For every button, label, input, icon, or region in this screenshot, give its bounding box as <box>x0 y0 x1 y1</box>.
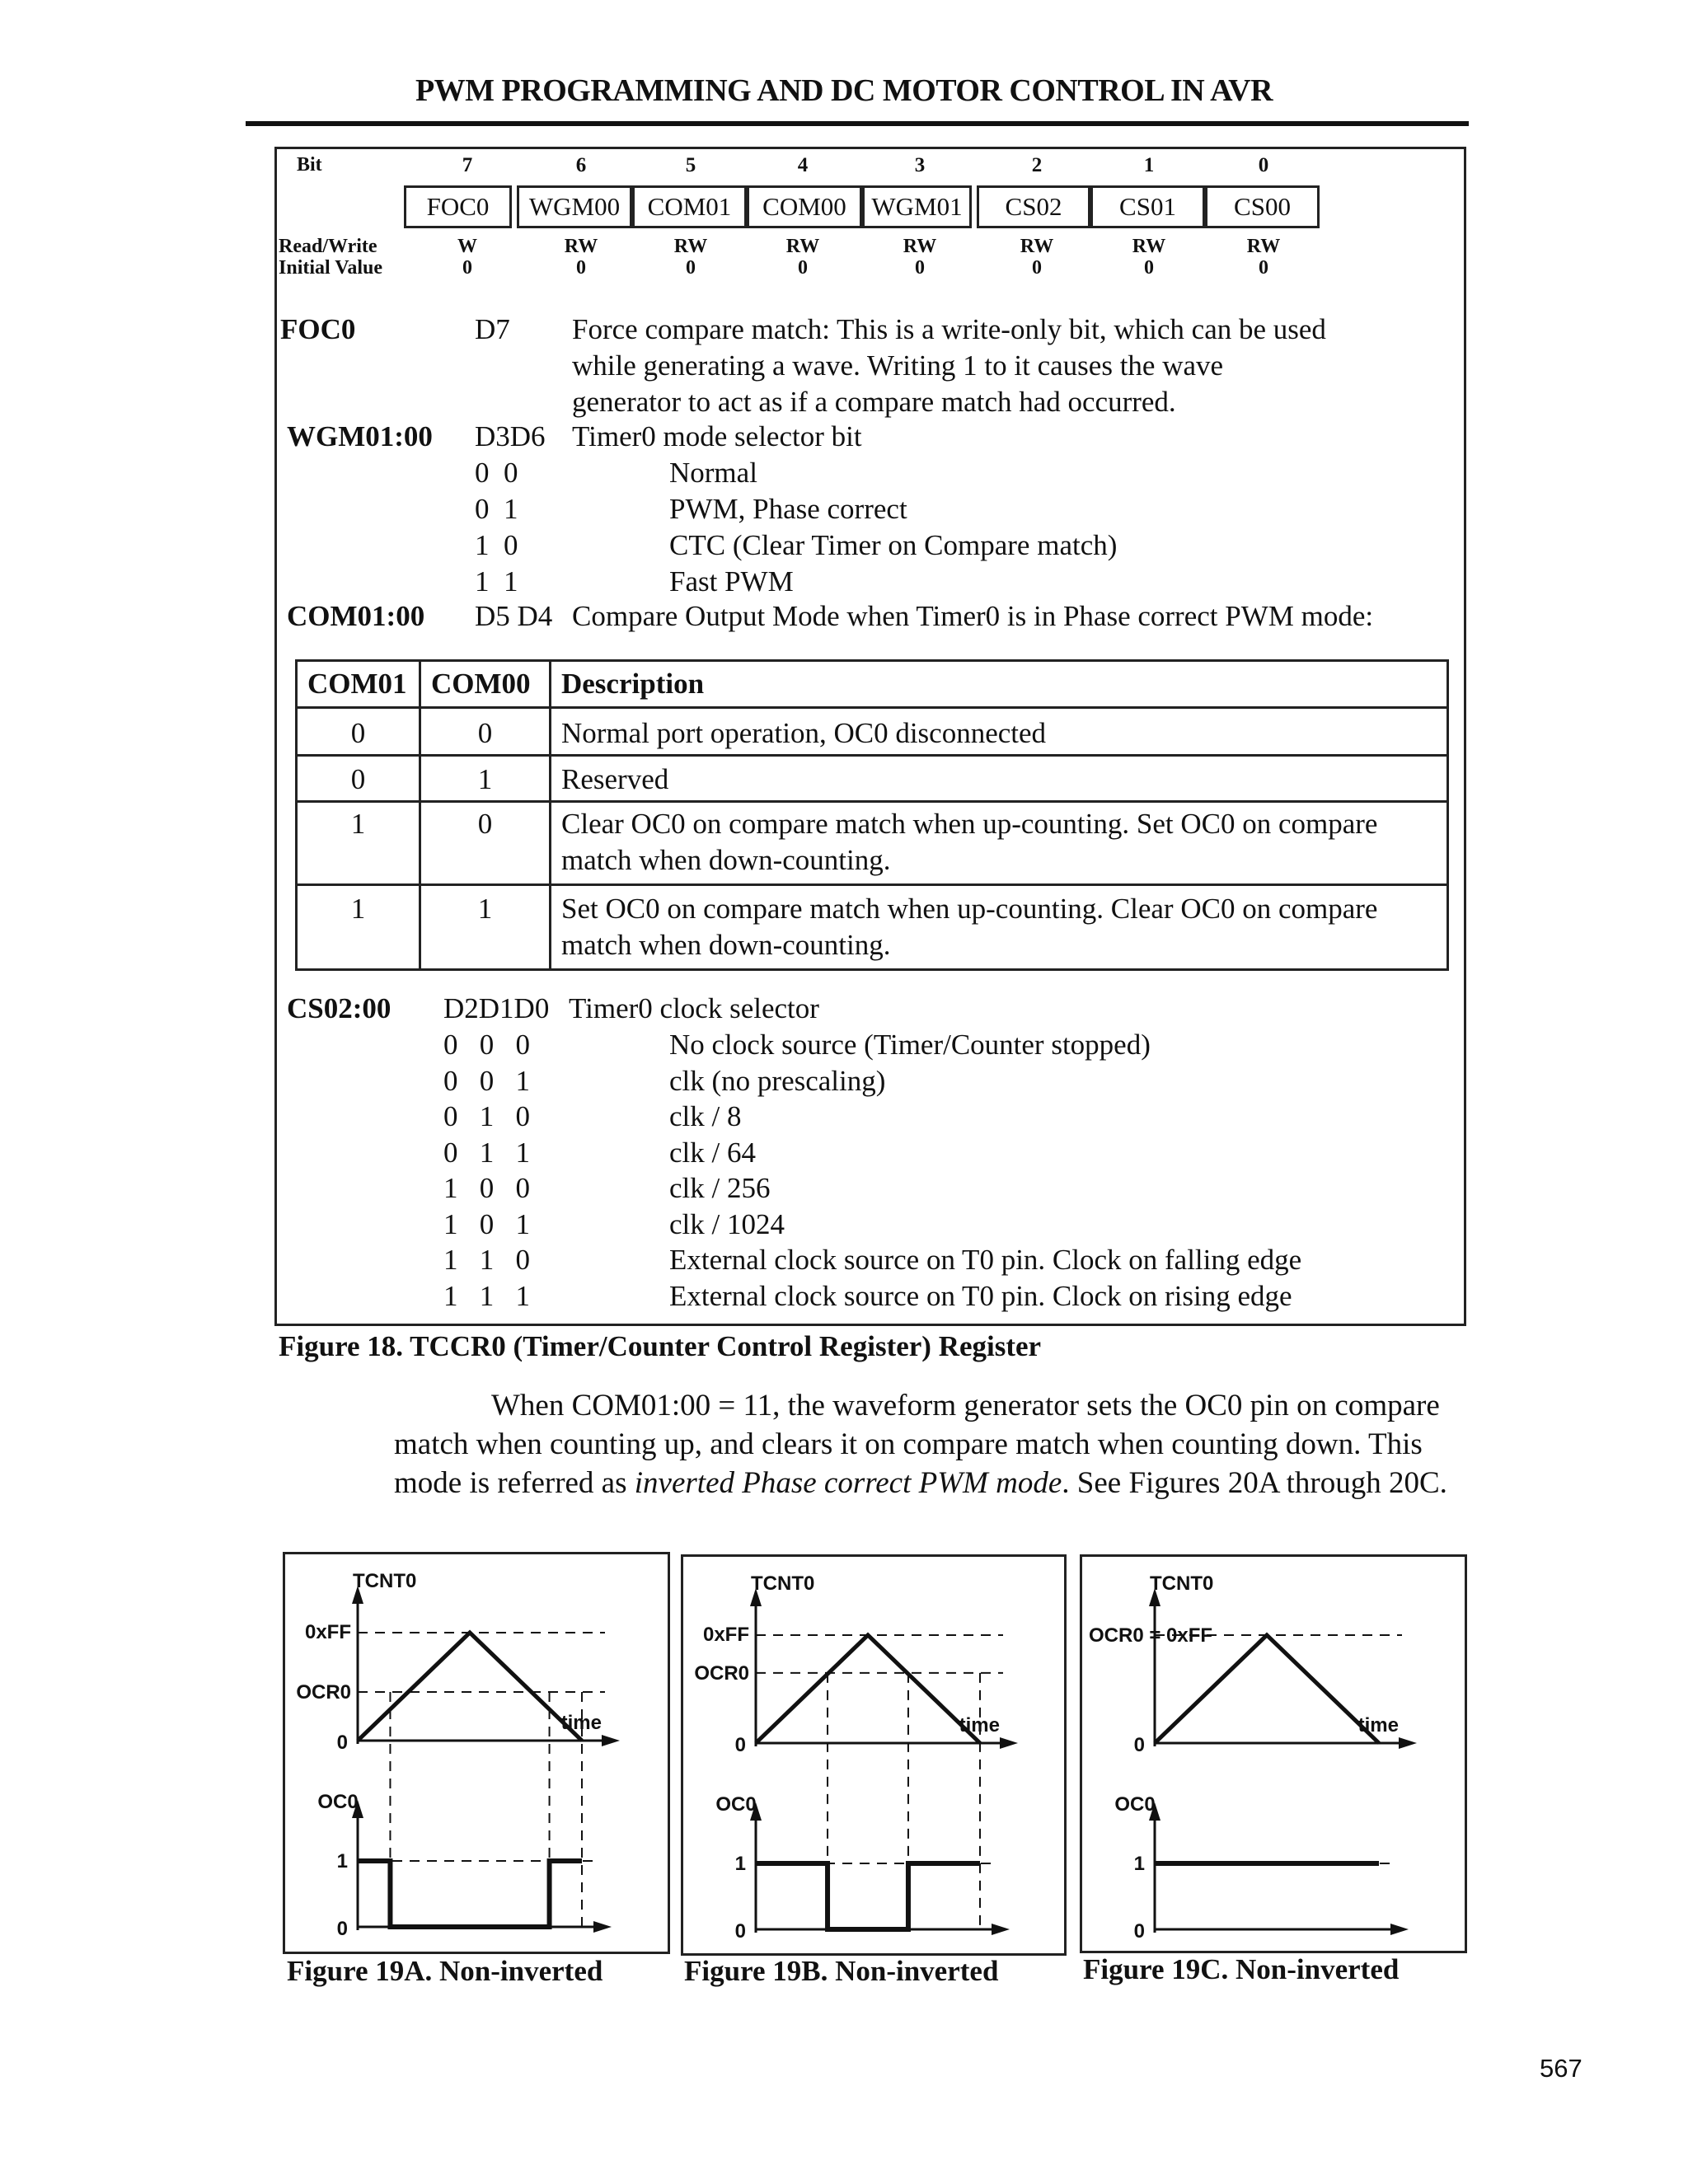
table-cell: 0 <box>297 756 420 802</box>
paragraph-text: mode is referred as <box>394 1466 635 1500</box>
initial-value: 0 <box>1032 257 1042 279</box>
time-label: time <box>1357 1714 1399 1736</box>
oc0-axis-arrow-icon <box>593 1921 612 1933</box>
rw-value: RW <box>1246 236 1281 257</box>
foc0-line: Force compare match: This is a write-only bit, which can be used <box>572 313 1326 345</box>
cs-mode-label: clk (no prescaling) <box>669 1064 886 1097</box>
page-title: PWM PROGRAMMING AND DC MOTOR CONTROL IN AVR <box>415 73 1273 108</box>
figure-18-caption: Figure 18. TCCR0 (Timer/Counter Control Register) Register <box>279 1330 1042 1362</box>
com-bits: D5 D4 <box>475 600 553 632</box>
paragraph-emphasis: inverted Phase correct PWM mode <box>634 1466 1062 1500</box>
page-number: 567 <box>1540 2054 1582 2083</box>
cs-mode-code: 0 0 0 <box>443 1029 530 1061</box>
cs-mode-code: 0 1 0 <box>443 1100 530 1132</box>
table-row <box>297 756 1448 802</box>
wgm-mode-code: 0 1 <box>475 493 518 525</box>
register-field: WGM00 <box>517 185 632 228</box>
cs-name: CS02:00 <box>287 992 392 1024</box>
table-cell-text: Set OC0 on compare match when up-counting. Clear OC0 on compare <box>561 893 1378 925</box>
register-field: COM01 <box>632 185 747 228</box>
oc0-label: OC0 <box>1114 1793 1156 1816</box>
oc0-axis-arrow-icon <box>1390 1924 1409 1935</box>
cs-mode-code: 1 1 1 <box>443 1279 530 1312</box>
cs-mode-label: No clock source (Timer/Counter stopped) <box>669 1029 1151 1061</box>
table-cell-text: match when down-counting. <box>561 844 891 876</box>
initial-value-label: Initial Value <box>279 257 383 279</box>
table-cell: 1 <box>297 802 420 885</box>
figure-19c-caption: Figure 19C. Non-inverted <box>1083 1953 1400 1985</box>
tcnt0-label: TCNT0 <box>751 1572 815 1595</box>
rw-value: RW <box>673 236 708 257</box>
wgm-mode-label: Normal <box>669 457 757 489</box>
initial-value: 0 <box>915 257 925 279</box>
table-cell <box>551 802 1448 885</box>
table-cell-text: match when down-counting. <box>561 929 891 961</box>
cs-mode-label: External clock source on T0 pin. Clock on rising edge <box>669 1279 1292 1312</box>
register-field: CS02 <box>977 185 1090 228</box>
foc0-line: generator to act as if a compare match had occurred. <box>572 386 1176 418</box>
figure-19c-chart <box>1082 1557 1465 1951</box>
time-axis-arrow-icon <box>1399 1737 1417 1749</box>
com-name: COM01:00 <box>287 600 425 632</box>
initial-value: 0 <box>798 257 808 279</box>
zero-label: 0 <box>336 1732 348 1754</box>
bit-number: 2 <box>1031 154 1043 176</box>
wgm-mode-label: PWM, Phase correct <box>669 493 907 525</box>
wgm-mode-code: 1 1 <box>475 565 518 598</box>
cs-mode-label: clk / 1024 <box>669 1207 785 1240</box>
table-cell: 0 <box>297 708 420 756</box>
bit-number: 7 <box>462 154 473 176</box>
rw-value: RW <box>1020 236 1054 257</box>
table-cell-text: Clear OC0 on compare match when up-counting. Set OC0 on compare <box>561 808 1378 840</box>
rw-value: RW <box>785 236 820 257</box>
cs-mode-label: clk / 8 <box>669 1100 742 1132</box>
bottom-zero-label: 0 <box>336 1918 348 1940</box>
figure-19c-box <box>1080 1554 1467 1953</box>
table-header-row <box>297 661 1448 708</box>
paragraph-line <box>394 1464 1447 1502</box>
time-axis-arrow-icon <box>602 1735 620 1746</box>
ocr0-label: OCR0 = 0xFF <box>1089 1624 1213 1647</box>
paragraph-text: . See Figures 20A through 20C. <box>1062 1466 1447 1500</box>
bit-number: 0 <box>1258 154 1269 176</box>
tcnt0-label: TCNT0 <box>353 1570 417 1592</box>
bit-number: 5 <box>685 154 696 176</box>
tcnt0-waveform <box>358 1633 582 1741</box>
initial-value: 0 <box>1259 257 1268 279</box>
table-cell <box>551 708 1448 756</box>
initial-value: 0 <box>1144 257 1154 279</box>
table-header: Description <box>551 661 1448 708</box>
bottom-zero-label: 0 <box>1133 1920 1145 1943</box>
figure-19a-caption: Figure 19A. Non-inverted <box>287 1955 603 1987</box>
table-cell: 1 <box>297 885 420 970</box>
com-mode-table <box>295 659 1449 971</box>
table-cell: 1 <box>420 756 551 802</box>
paragraph-line: match when counting up, and clears it on compare match when counting down. This <box>394 1427 1423 1461</box>
foc0-bit: D7 <box>475 313 510 345</box>
paragraph-line: When COM01:00 = 11, the waveform generator sets the OC0 pin on compare <box>491 1389 1440 1422</box>
rw-value: W <box>457 236 477 257</box>
wgm-mode-label: Fast PWM <box>669 565 794 598</box>
wgm-mode-code: 1 0 <box>475 529 518 561</box>
cs-title: Timer0 clock selector <box>569 992 819 1024</box>
table-cell: 0 <box>420 802 551 885</box>
ocr0-label: OCR0 <box>694 1661 749 1685</box>
table-row <box>297 708 1448 756</box>
table-header: COM01 <box>297 661 420 708</box>
bottom-zero-label: 0 <box>734 1920 746 1943</box>
tcnt0-label: TCNT0 <box>1150 1572 1214 1595</box>
table-row <box>297 885 1448 970</box>
table-cell: 0 <box>420 708 551 756</box>
table-row <box>297 802 1448 885</box>
read-write-label: Read/Write <box>279 236 377 257</box>
com-title: Compare Output Mode when Timer0 is in Phase correct PWM mode: <box>572 600 1374 632</box>
tcnt0-waveform <box>1155 1635 1379 1743</box>
title-rule <box>246 121 1469 126</box>
figure-19b-caption: Figure 19B. Non-inverted <box>684 1955 999 1987</box>
wgm-mode-label: CTC (Clear Timer on Compare match) <box>669 529 1118 561</box>
foc0-name: FOC0 <box>280 313 356 345</box>
register-field: FOC0 <box>404 185 512 228</box>
oc0-axis-arrow-icon <box>992 1924 1010 1935</box>
table-cell <box>551 756 1448 802</box>
oc0-label: OC0 <box>317 1791 359 1813</box>
one-label: 1 <box>336 1850 348 1872</box>
one-label: 1 <box>1133 1853 1145 1875</box>
register-field: COM00 <box>747 185 862 228</box>
max-label: 0xFF <box>702 1624 749 1646</box>
register-field: WGM01 <box>862 185 972 228</box>
bit-number: 3 <box>914 154 926 176</box>
foc0-line: while generating a wave. Writing 1 to it causes the wave <box>572 349 1224 382</box>
rw-value: RW <box>903 236 937 257</box>
cs-mode-code: 1 0 0 <box>443 1172 530 1204</box>
rw-value: RW <box>564 236 598 257</box>
initial-value: 0 <box>462 257 472 279</box>
wgm-mode-code: 0 0 <box>475 457 518 489</box>
tcnt0-waveform <box>756 1635 980 1743</box>
wgm-title: Timer0 mode selector bit <box>572 420 862 452</box>
bit-number: 1 <box>1143 154 1155 176</box>
ocr0-label: OCR0 <box>296 1681 351 1704</box>
zero-label: 0 <box>1133 1734 1145 1756</box>
table-cell <box>551 885 1448 970</box>
figure-19b-box <box>681 1554 1067 1956</box>
max-label: 0xFF <box>304 1621 351 1643</box>
oc0-label: OC0 <box>715 1793 757 1816</box>
one-label: 1 <box>734 1853 746 1875</box>
table-cell-text: Normal port operation, OC0 disconnected <box>561 717 1047 749</box>
oc0-waveform <box>358 1861 582 1927</box>
initial-value: 0 <box>686 257 696 279</box>
bit-number: 6 <box>575 154 587 176</box>
table-cell-text: Reserved <box>561 763 669 795</box>
register-field: CS00 <box>1205 185 1320 228</box>
figure-19a-chart <box>285 1554 668 1952</box>
table-cell: 1 <box>420 885 551 970</box>
time-label: time <box>959 1714 1000 1736</box>
wgm-name: WGM01:00 <box>287 420 433 452</box>
foc0-description <box>572 312 1326 420</box>
cs-mode-label: External clock source on T0 pin. Clock on falling edge <box>669 1244 1302 1276</box>
cs-mode-code: 0 1 1 <box>443 1136 530 1169</box>
cs-mode-label: clk / 64 <box>669 1136 756 1169</box>
bit-number: 4 <box>797 154 809 176</box>
figure-19a-box <box>283 1552 670 1954</box>
cs-mode-code: 1 0 1 <box>443 1207 530 1240</box>
register-field: CS01 <box>1090 185 1205 228</box>
cs-mode-label: clk / 256 <box>669 1172 771 1204</box>
cs-mode-code: 1 1 0 <box>443 1244 530 1276</box>
wgm-bits: D3D6 <box>475 420 546 452</box>
rw-value: RW <box>1132 236 1166 257</box>
figure-19b-chart <box>683 1557 1064 1953</box>
cs-mode-code: 0 0 1 <box>443 1064 530 1097</box>
zero-label: 0 <box>734 1734 746 1756</box>
cs-bits: D2D1D0 <box>443 992 550 1024</box>
time-label: time <box>560 1712 602 1734</box>
time-axis-arrow-icon <box>1000 1737 1018 1749</box>
initial-value: 0 <box>576 257 586 279</box>
bit-label: Bit <box>297 154 322 176</box>
table-header: COM00 <box>420 661 551 708</box>
oc0-waveform <box>756 1863 980 1929</box>
